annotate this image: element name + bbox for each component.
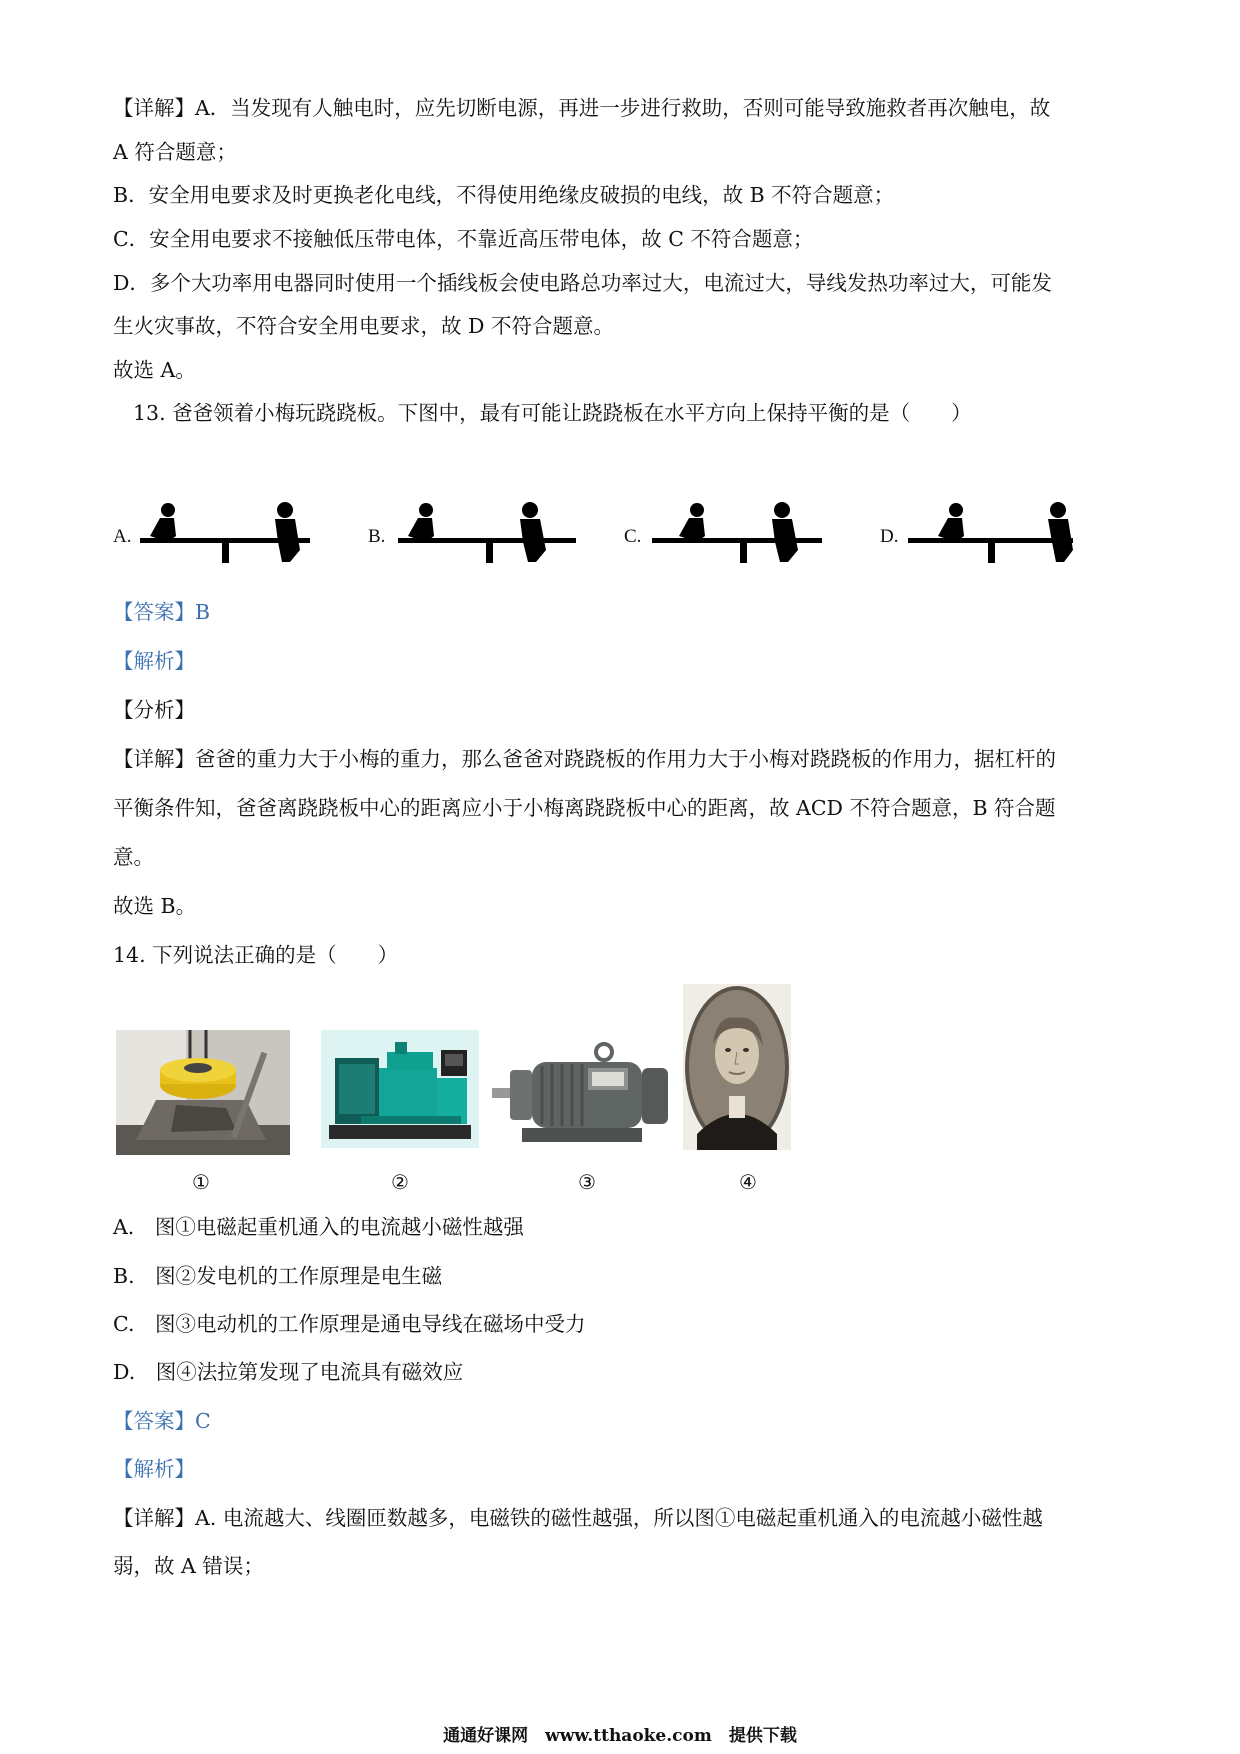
q14-option-a: A. 图①电磁起重机通入的电流越小磁性越强 xyxy=(113,1215,524,1239)
q12-detail-line-3: B．安全用电要求及时更换老化电线，不得使用绝缘皮破损的电线，故 B 不符合题意； xyxy=(113,183,895,207)
q14-option-d: D. 图④法拉第发现了电流具有磁效应 xyxy=(113,1360,464,1384)
q13-detail-line-3: 意。 xyxy=(113,845,154,869)
q13-answer: 【答案】B xyxy=(113,600,211,624)
q12-detail-line-4: C．安全用电要求不接触低压带电体，不靠近高压带电体，故 C 不符合题意； xyxy=(113,227,814,251)
q14-stem: 14. 下列说法正确的是（ ） xyxy=(113,943,399,967)
caption-1: ① xyxy=(192,1170,210,1194)
q13-option-b-figure xyxy=(398,500,578,566)
crane-electromagnet-photo xyxy=(116,1030,290,1155)
q14-option-b: B. 图②发电机的工作原理是电生磁 xyxy=(113,1264,443,1288)
q12-detail-line-5: D．多个大功率用电器同时使用一个插线板会使电路总功率过大，电流过大，导线发热功率过大，可能发 xyxy=(113,271,1052,295)
q13-detail-line-1: 【详解】爸爸的重力大于小梅的重力，那么爸爸对跷跷板的作用力大于小梅对跷跷板的作用力，据杠杆的 xyxy=(113,747,1056,771)
generator-photo xyxy=(321,1030,479,1148)
q12-detail-line-2: A 符合题意； xyxy=(113,140,237,164)
caption-3: ③ xyxy=(578,1170,596,1194)
caption-4: ④ xyxy=(739,1170,757,1194)
q13-option-a-figure xyxy=(140,500,320,566)
faraday-portrait-photo xyxy=(683,984,791,1150)
q14-detail-line-1: 【详解】A. 电流越大、线圈匝数越多，电磁铁的磁性越强，所以图①电磁起重机通入的电流越小磁性越 xyxy=(113,1506,1043,1530)
q13-option-d-label: D. xyxy=(880,526,899,547)
q12-conclusion: 故选 A。 xyxy=(113,358,196,382)
electric-motor-photo xyxy=(492,1040,672,1152)
q13-option-c-label: C. xyxy=(624,526,642,547)
page-footer: 通通好课网 www.tthaoke.com 提供下载 xyxy=(443,1726,797,1746)
q14-analysis-heading: 【解析】 xyxy=(113,1457,195,1481)
q13-analysis-heading: 【解析】 xyxy=(113,649,195,673)
q13-stem: 13. 爸爸领着小梅玩跷跷板。下图中，最有可能让跷跷板在水平方向上保持平衡的是（ ） xyxy=(133,401,972,425)
caption-2: ② xyxy=(391,1170,409,1194)
q13-conclusion: 故选 B。 xyxy=(113,894,197,918)
q14-option-c: C. 图③电动机的工作原理是通电导线在磁场中受力 xyxy=(113,1312,586,1336)
q12-detail-line-6: 生火灾事故，不符合安全用电要求，故 D 不符合题意。 xyxy=(113,314,614,338)
q12-detail-line-1: 【详解】A．当发现有人触电时，应先切断电源，再进一步进行救助，否则可能导致施救者再次触电，故 xyxy=(113,96,1051,120)
q13-fenxi-heading: 【分析】 xyxy=(113,698,195,722)
q13-option-c-figure xyxy=(652,500,832,566)
q13-option-d-figure xyxy=(908,500,1088,566)
q14-detail-line-2: 弱，故 A 错误； xyxy=(113,1554,264,1578)
q13-option-b-label: B. xyxy=(368,526,386,547)
q13-detail-line-2: 平衡条件知，爸爸离跷跷板中心的距离应小于小梅离跷跷板中心的距离，故 ACD 不符合题意，B 符合题 xyxy=(113,796,1056,820)
q14-answer: 【答案】C xyxy=(113,1409,211,1433)
q13-option-a-label: A. xyxy=(113,526,132,547)
